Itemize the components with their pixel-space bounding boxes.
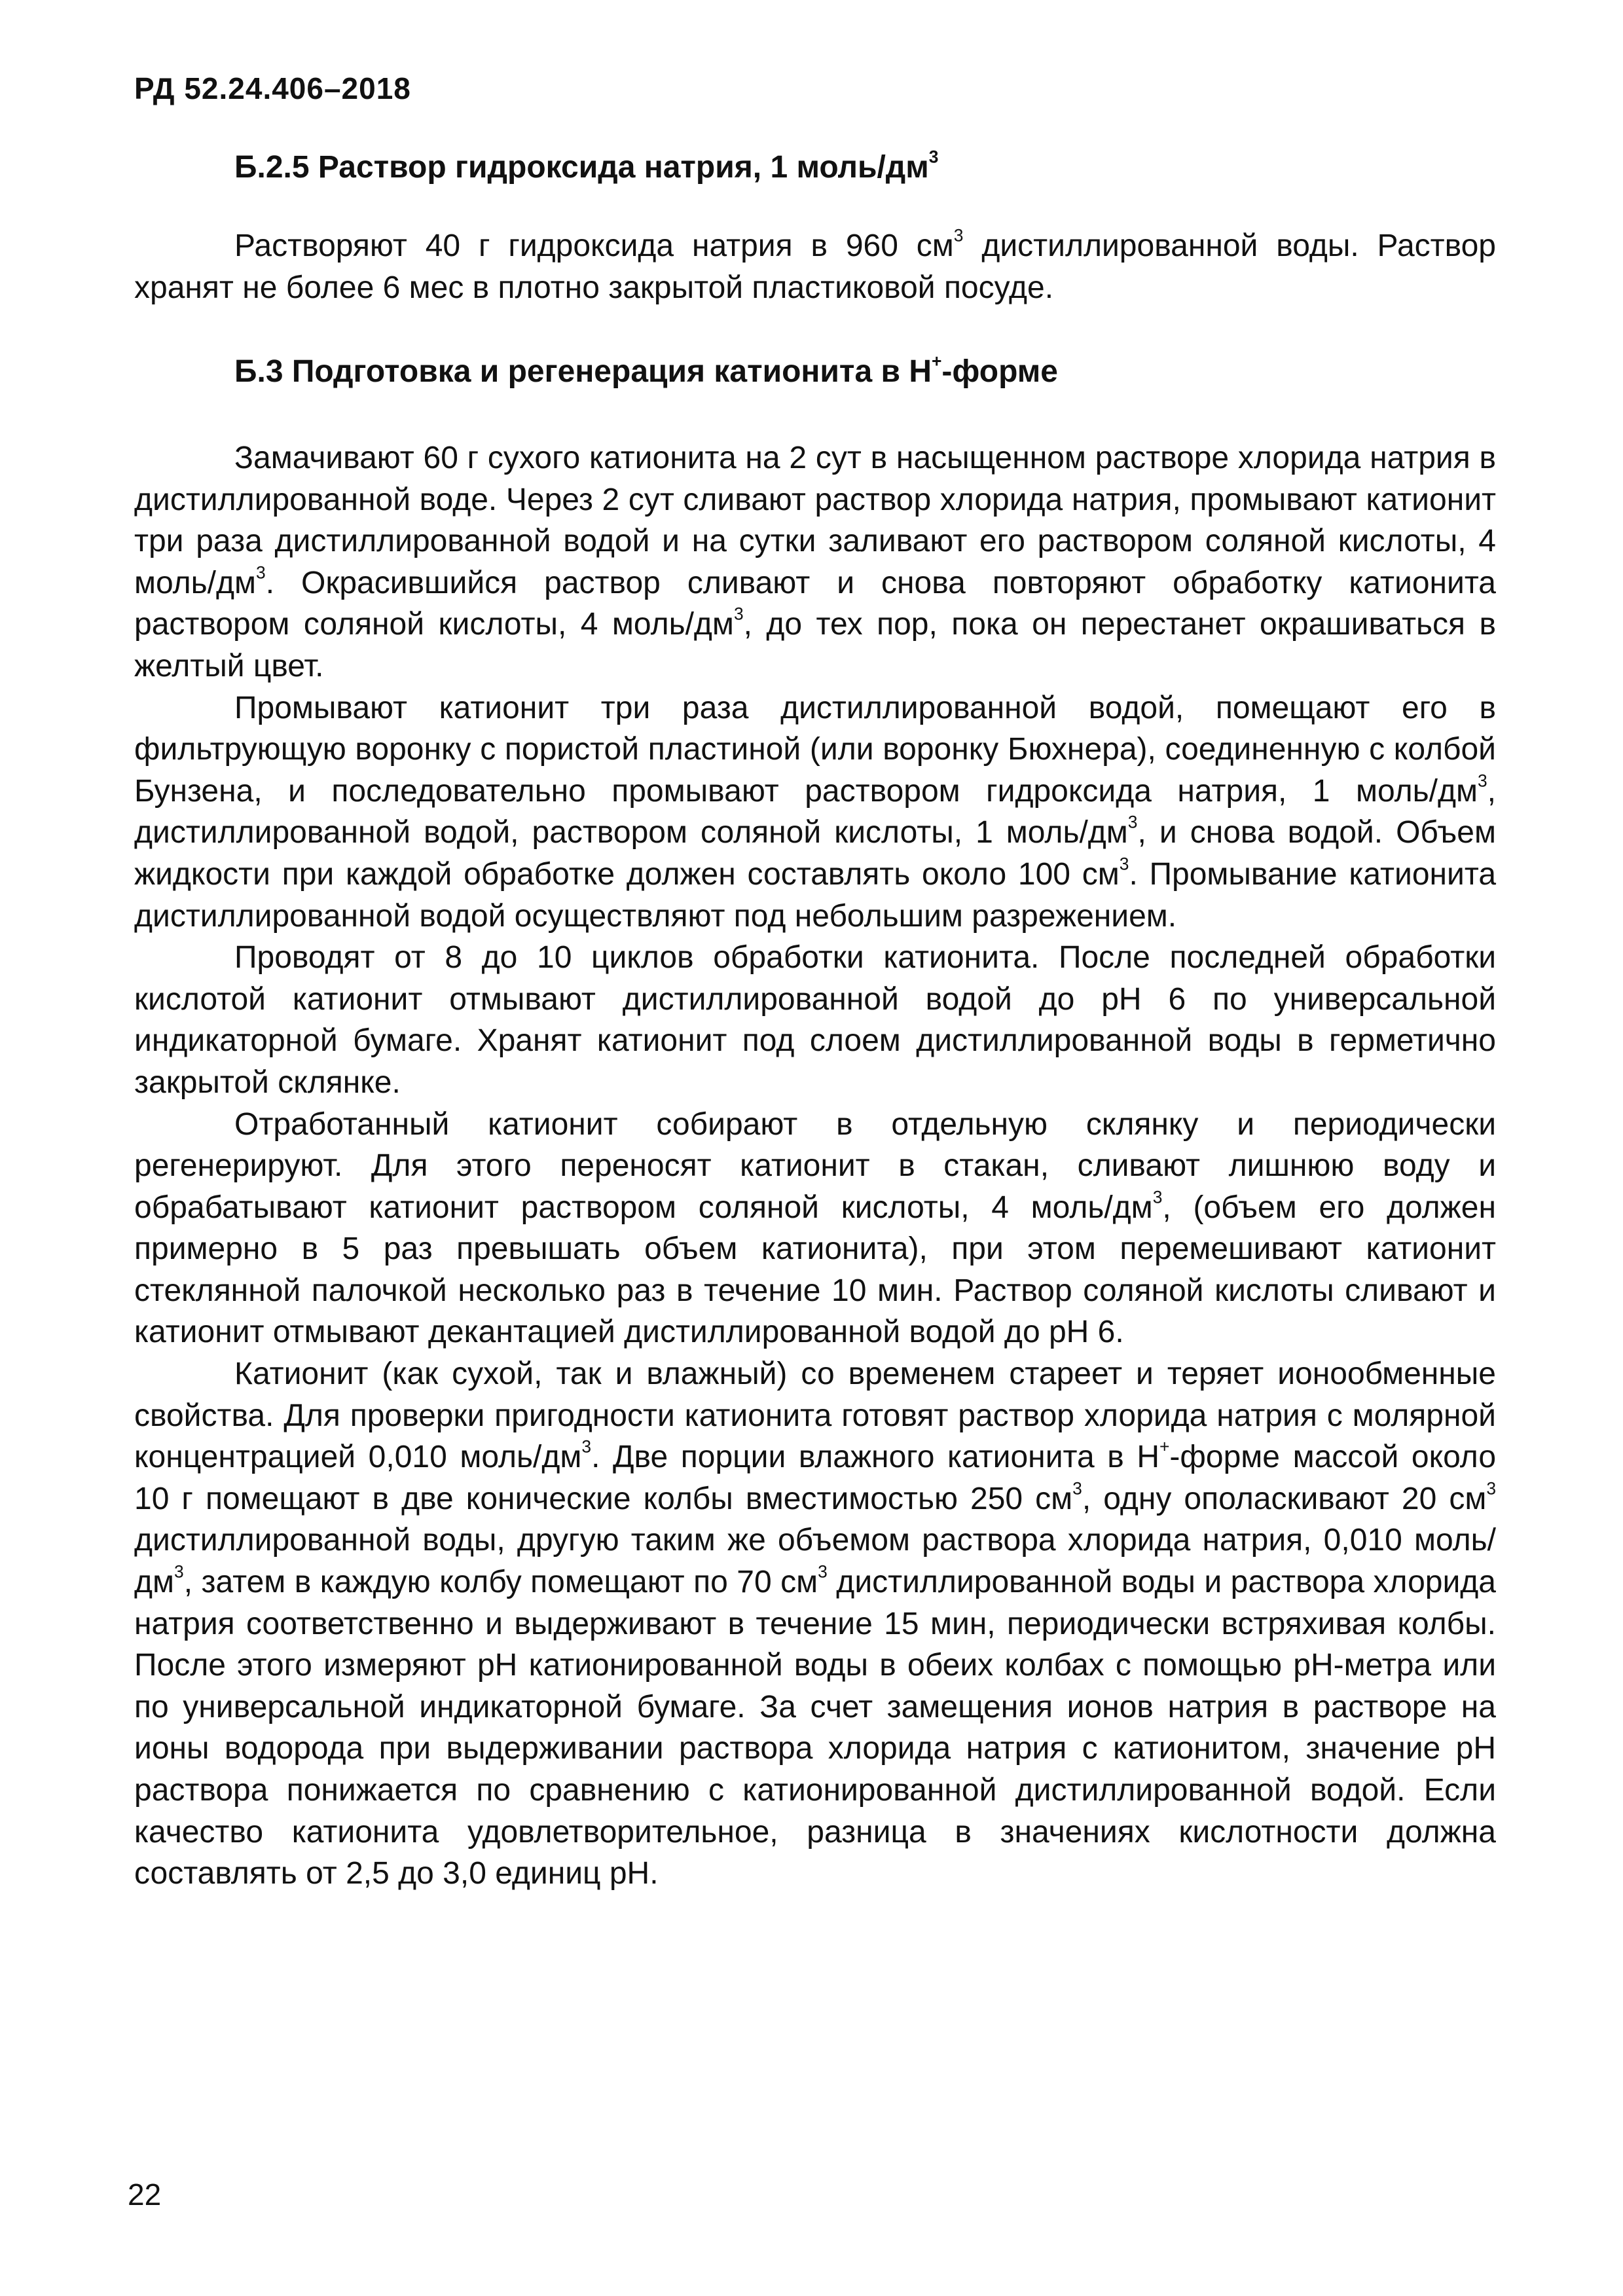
section-b25-body [134,225,1496,308]
paragraph [134,1104,1496,1354]
superscript: 3 [1127,812,1138,832]
text-run: Замачивают 60 г сухого катионита на 2 сут в насыщенном растворе хлорида натрия в дистиллированной воде. Через 2 сут сливают раствор хлорида натрия, промывают катионит три раза дистиллированной водой и на сутки заливают его раствором соляной кислоты, 4 моль/дм [134,441,1496,600]
section-heading-b25 [234,149,938,185]
text-run: , до тех пор, пока он перестанет окрашиваться в желтый цвет. [134,607,1496,683]
superscript: 3 [256,562,266,583]
document-code-header: РД 52.24.406–2018 [134,71,411,105]
heading-text: Б.3 Подготовка и регенерация катионита в Н [234,354,932,389]
text-run: дистиллированной воды, другую таким же объемом раствора хлорида натрия, 0,010 моль/дм [134,1523,1496,1600]
paragraph [134,937,1496,1103]
heading-text: -форме [941,354,1058,389]
superscript: 3 [1119,854,1129,874]
text-run: , дистиллированной водой, раствором соляной кислоты, 1 моль/дм [134,773,1496,850]
superscript: 3 [1486,1478,1497,1499]
text-run: дистиллированной воды и раствора хлорида натрия соответственно и выдерживают в течение 15 мин, периодически встряхивая колбы. После этого измеряют рН катионированной воды в обеих колбах с помощью рН-метра или по универсальной индикаторной бумаге. За счет замещения ионов натрия в растворе на ионы водорода при выдерживании раствора хлорида натрия с катионитом, значение рН раствора понижается по сравнению с катионированной дистиллированной водой. Если качество катионита удовлетворительное, разница в значениях кислотности должна составлять от 2,5 до 3,0 единиц рН. [134,1565,1496,1891]
text-run: Растворяют 40 г гидроксида натрия в 960 см [234,228,954,263]
superscript: 3 [174,1561,184,1582]
text-run: Отработанный катионит собирают в отдельную склянку и периодически регенерируют. Для этого переносят катионит в стакан, сливают лишнюю воду и обрабатывают катионит раствором соляной кислоты, 4 моль/дм [134,1106,1496,1225]
text-run: Промывают катионит три раза дистиллированной водой, помещают его в фильтрующую воронку с пористой пластиной (или воронку Бюхнера), соединенную с колбой Бунзена, и последовательно промывают раствором гидроксида натрия, 1 моль/дм [134,690,1496,809]
text-run: -форме массой около 10 г помещают в две конические колбы вместимостью 250 см [134,1440,1497,1516]
superscript: 3 [818,1561,828,1582]
superscript: 3 [581,1436,592,1457]
paragraph [134,437,1496,687]
superscript: 3 [953,225,964,246]
page-number: 22 [128,2178,162,2212]
paragraph [134,687,1496,938]
superscript: 3 [1477,771,1487,791]
text-run: , затем в каждую колбу помещают по 70 см [183,1565,818,1600]
section-heading-b3 [234,351,1058,390]
text-run: , и снова водой. Объем жидкости при каждой обработке должен составлять около 100 см [134,815,1496,892]
superscript: 3 [928,147,939,167]
superscript: + [931,351,942,371]
superscript: 3 [1152,1187,1163,1207]
text-run: . Окрасившийся раствор сливают и снова повторяют обработку катионита раствором соляной кислоты, 4 моль/дм [134,565,1496,642]
text-run: . Промывание катионита дистиллированной водой осуществляют под небольшим разрежением. [134,856,1497,934]
text-run: Проводят от 8 до 10 циклов обработки катионита. После последней обработки кислотой катионит отмывают дистиллированной водой до рН 6 по универсальной индикаторной бумаге. Хранят катионит под слоем дистиллированной воды в герметично закрытой склянке. [134,940,1496,1100]
superscript: + [1159,1436,1170,1457]
paragraph [134,225,1496,308]
superscript: 3 [1072,1478,1082,1499]
superscript: 3 [733,604,744,624]
heading-text: Б.2.5 Раствор гидроксида натрия, 1 моль/дм [234,150,929,185]
text-run: Катионит (как сухой, так и влажный) со временем стареет и теряет ионообменные свойства. Для проверки пригодности катионита готовят раствор хлорида натрия с молярной концентрацией 0,010 моль/дм [134,1357,1496,1475]
text-run: дистиллированной воды. Раствор хранят не более 6 мес в плотно закрытой пластиковой посуде. [134,228,1496,305]
text-run: , одну ополаскивают 20 см [1082,1481,1487,1516]
paragraph [134,1353,1496,1895]
section-b3-body [134,437,1496,1895]
text-run: . Две порции влажного катионита в Н [591,1440,1159,1475]
text-run: , (объем его должен примерно в 5 раз превышать объем катионита), при этом перемешивают катионит стеклянной палочкой несколько раз в течение 10 мин. Раствор соляной кислоты сливают и катионит отмывают декантацией дистиллированной водой до рН 6. [134,1190,1496,1350]
